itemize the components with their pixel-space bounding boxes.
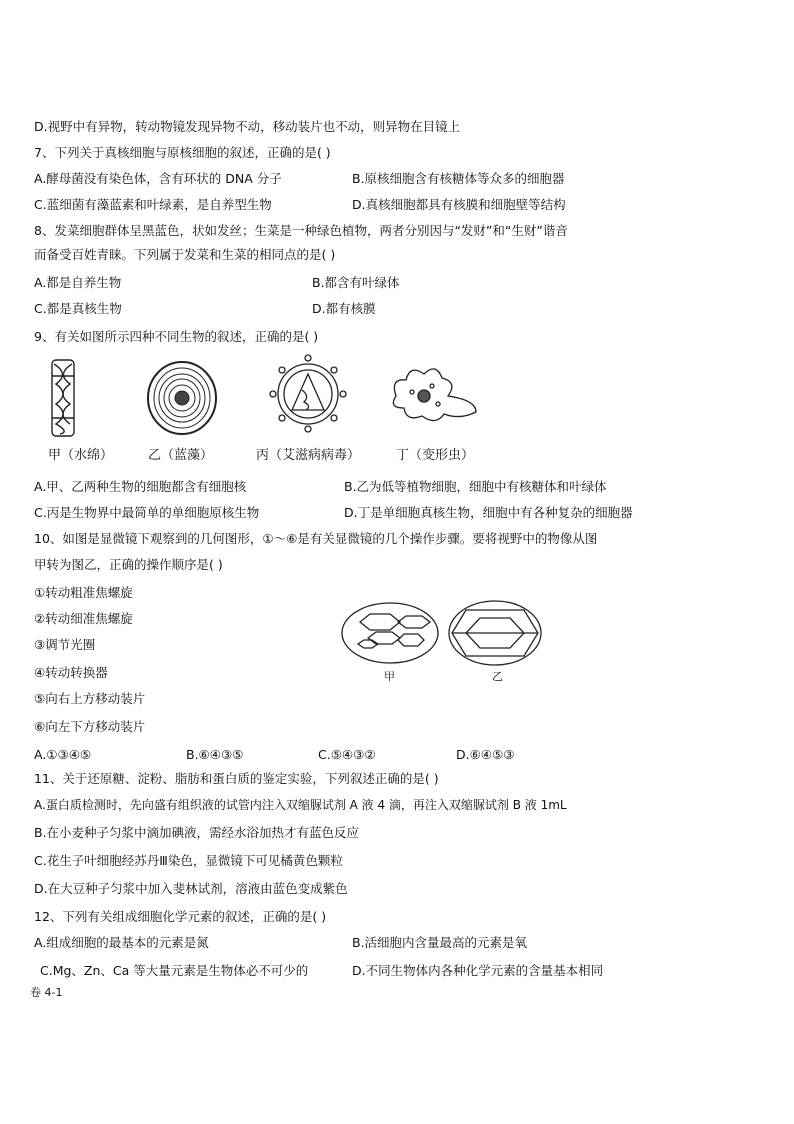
q7-option-b: B.原核细胞含有核糖体等众多的细胞器 bbox=[352, 171, 565, 186]
q9-option-a: A.甲、乙两种生物的细胞都含有细胞核 bbox=[34, 479, 247, 494]
q10-stem-cont: 甲转为图乙，正确的操作顺序是( ) bbox=[34, 557, 223, 572]
page-footer: 卷 4-1 bbox=[30, 986, 63, 999]
q7-option-d: D.真核细胞都具有核膜和细胞壁等结构 bbox=[352, 197, 566, 212]
q8-stem-cont: 而备受百姓青睐。下列属于发菜和生菜的相同点的是( ) bbox=[34, 247, 336, 262]
cyanobacteria-drawing bbox=[148, 362, 216, 434]
q12-option-d: D.不同生物体内各种化学元素的含量基本相同 bbox=[352, 963, 604, 978]
q10-stem: 10、如图是显微镜下观察到的几何图形，①～⑥是有关显微镜的几个操作步骤。要将视野中的物像从图 bbox=[34, 531, 598, 546]
q10-figure bbox=[340, 598, 560, 668]
label-hiv: 丙（艾滋病病毒） bbox=[256, 448, 361, 463]
q9-option-c: C.丙是生物界中最简单的单细胞原核生物 bbox=[34, 505, 260, 520]
q7-option-a: A.酵母菌没有染色体，含有环状的 DNA 分子 bbox=[34, 171, 282, 186]
q10-step-3: ③调节光圈 bbox=[34, 637, 96, 652]
q8-option-c: C.都是真核生物 bbox=[34, 301, 122, 316]
q11-option-c: C.花生子叶细胞经苏丹Ⅲ染色，显微镜下可见橘黄色颗粒 bbox=[34, 853, 343, 868]
q10-step-2: ②转动细准焦螺旋 bbox=[34, 611, 133, 626]
spirogyra-drawing bbox=[52, 360, 74, 436]
q10-step-4: ④转动转换器 bbox=[34, 665, 108, 680]
q11-option-d: D.在大豆种子匀浆中加入斐林试剂，溶液由蓝色变成紫色 bbox=[34, 881, 348, 896]
q10-option-a: A.①③④⑤ bbox=[34, 747, 92, 762]
field-of-view-yi bbox=[449, 601, 541, 665]
q7-stem: 7、下列关于真核细胞与原核细胞的叙述，正确的是( ) bbox=[34, 145, 331, 160]
hiv-drawing bbox=[270, 355, 346, 432]
label-spirogyra: 甲（水绵） bbox=[48, 448, 114, 463]
q12-stem: 12、下列有关组成细胞化学元素的叙述，正确的是( ) bbox=[34, 909, 327, 924]
q12-option-a: A.组成细胞的最基本的元素是氮 bbox=[34, 935, 209, 950]
q11-stem: 11、关于还原糖、淀粉、脂肪和蛋白质的鉴定实验，下列叙述正确的是( ) bbox=[34, 771, 439, 786]
label-fig-yi: 乙 bbox=[492, 670, 503, 683]
q8-option-b: B.都含有叶绿体 bbox=[312, 275, 400, 290]
q12-option-c: C.Mg、Zn、Ca 等大量元素是生物体必不可少的 bbox=[40, 963, 309, 978]
q8-stem: 8、发菜细胞群体呈黑蓝色，状如发丝；生菜是一种绿色植物，两者分别因与“发财”和“生财”谐音 bbox=[34, 223, 568, 238]
q12-option-b: B.活细胞内含量最高的元素是氧 bbox=[352, 935, 528, 950]
q9-figure bbox=[40, 356, 500, 446]
q8-option-d: D.都有核膜 bbox=[312, 301, 376, 316]
q9-option-b: B.乙为低等植物细胞，细胞中有核糖体和叶绿体 bbox=[344, 479, 607, 494]
q8-option-a: A.都是自养生物 bbox=[34, 275, 122, 290]
q7-option-c: C.蓝细菌有藻蓝素和叶绿素，是自养型生物 bbox=[34, 197, 272, 212]
label-fig-jia: 甲 bbox=[384, 670, 395, 683]
q10-step-6: ⑥向左下方移动装片 bbox=[34, 719, 146, 734]
q10-option-b: B.⑥④③⑤ bbox=[186, 747, 244, 762]
q11-option-b: B.在小麦种子匀浆中滴加碘液，需经水浴加热才有蓝色反应 bbox=[34, 825, 360, 840]
q10-option-d: D.⑥④⑤③ bbox=[456, 747, 515, 762]
label-amoeba: 丁（变形虫） bbox=[396, 448, 475, 463]
label-cyanobacteria: 乙（蓝藻） bbox=[148, 448, 214, 463]
q9-stem: 9、有关如图所示四种不同生物的叙述，正确的是( ) bbox=[34, 329, 319, 344]
q10-step-1: ①转动粗准焦螺旋 bbox=[34, 585, 133, 600]
q9-option-d: D.丁是单细胞真核生物，细胞中有各种复杂的细胞器 bbox=[344, 505, 633, 520]
q10-option-c: C.⑤④③② bbox=[318, 747, 376, 762]
q10-step-5: ⑤向右上方移动装片 bbox=[34, 691, 146, 706]
amoeba-drawing bbox=[393, 369, 476, 421]
q11-option-a: A.蛋白质检测时，先向盛有组织液的试管内注入双缩脲试剂 A 液 4 滴，再注入双缩脲试剂 B 液 1mL bbox=[34, 798, 567, 812]
field-of-view-jia bbox=[342, 603, 438, 663]
q6-option-d: D.视野中有异物，转动物镜发现异物不动，移动装片也不动，则异物在目镜上 bbox=[34, 119, 461, 134]
